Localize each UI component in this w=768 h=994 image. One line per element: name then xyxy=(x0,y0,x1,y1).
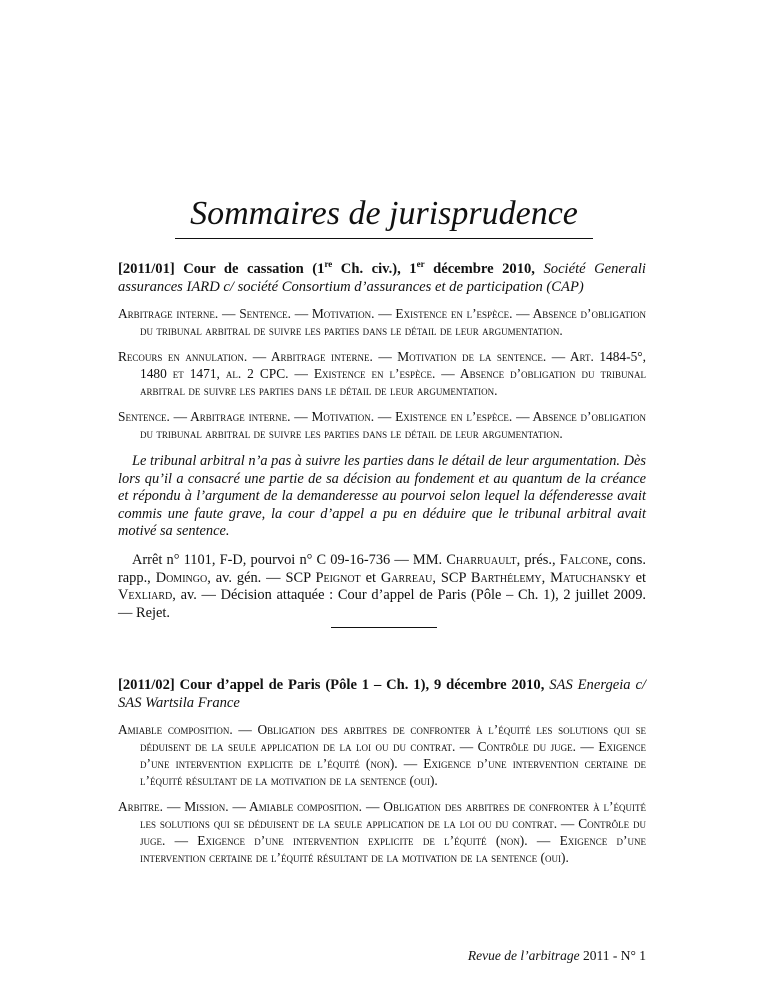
keyword-block: Recours en annulation. — Arbitrage interne. — Motivation de la sentence. — Art. 1484-5°, 1480 et 1471, al. 2 CPC. — Existence en l’espèce. — Absence d’obligation du tribunal arbitral de suivre les parties dans le détail de leur argumentation. xyxy=(118,349,646,398)
entry-reference: Arrêt n° 1101, F-D, pourvoi n° C 09-16-736 — MM. Charruault, prés., Falcone, cons. rapp., Domingo, av. gén. — SCP Peignot et Garreau, SCP Barthélemy, Matuchansky et Vexliard, av. — Décision attaquée : Cour d’appel de Paris (Pôle – Ch. 1), 2 juillet 2009. — Rejet. xyxy=(118,551,647,621)
entry-court: Cour d’appel de Paris (Pôle 1 – Ch. 1), 9 décembre 2010, xyxy=(179,677,545,693)
entry-number: [2011/02] xyxy=(118,677,175,693)
journal-name: Revue de l’arbitrage xyxy=(467,948,580,963)
title-rule xyxy=(175,238,593,239)
court-tail: Ch. civ.), 1 xyxy=(332,261,417,277)
keyword-block: Arbitrage interne. — Sentence. — Motivation. — Existence en l’espèce. — Absence d’obligation du tribunal arbitral de suivre les parties dans le détail de leur argumentation. xyxy=(118,306,646,338)
entry-parties: Société Generali assurances IARD c/ société Consortium d’assurances et de participation (CAP) xyxy=(118,261,646,295)
entry-summary: Le tribunal arbitral n’a pas à suivre les parties dans le détail de leur argumentation. Dès lors qu’il a consacré une partie de sa décision au fondement et au quantum de la créance et répondu à l’argument de la demanderesse au pourvoi selon lequel la défenderesse avait commis une faute grave, la cour d’appel a pu en déduire que le tribunal arbitral avait motivé sa sentence. xyxy=(118,453,646,540)
page-title: Sommaires de jurisprudence xyxy=(190,195,578,232)
entry-date: décembre 2010, xyxy=(424,261,535,277)
keyword-block: Amiable composition. — Obligation des arbitres de confronter à l’équité les solutions qui se déduisent de la seule application de la loi ou du contrat. — Contrôle du juge. — Exigence d’une intervention explicite de l’équité (non). — Exigence d’une intervention certaine de l’équité résultant de la motivation de la sentence (oui). xyxy=(118,722,646,788)
entry-court: Cour de cassation (1 xyxy=(183,261,325,277)
entry-2011-01 xyxy=(118,260,646,622)
entry-heading xyxy=(118,260,646,296)
keyword-block: Arbitre. — Mission. — Amiable composition. — Obligation des arbitres de confronter à l’équité les solutions qui se déduisent de la seule application de la loi ou du contrat. — Contrôle du juge. — Exigence d’une intervention explicite de l’équité (non). — Exigence d’une intervention certaine de l’équité résultant de la motivation de la sentence (oui). xyxy=(118,799,646,865)
entry-2011-02 xyxy=(118,676,646,866)
court-superscript: re xyxy=(324,259,333,270)
entry-number: [2011/01] xyxy=(118,261,175,277)
date-superscript: er xyxy=(416,259,425,270)
page-footer xyxy=(468,948,646,964)
keyword-block: Sentence. — Arbitrage interne. — Motivation. — Existence en l’espèce. — Absence d’obligation du tribunal arbitral de suivre les parties dans le détail de leur argumentation. xyxy=(118,409,646,441)
journal-issue: 2011 - N° 1 xyxy=(579,948,646,963)
entry-separator xyxy=(331,627,437,628)
entry-parties: SAS Energeia c/ SAS Wartsila France xyxy=(118,677,646,711)
entry-heading xyxy=(118,676,646,712)
